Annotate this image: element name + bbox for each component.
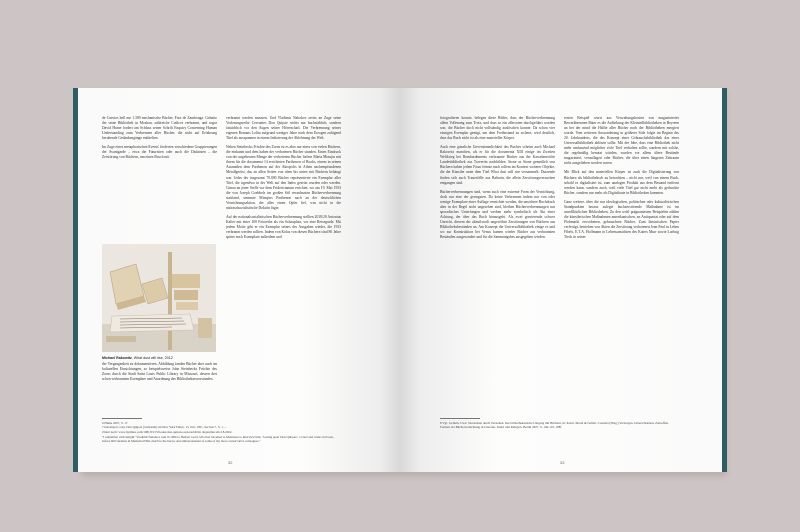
paragraph: de Cuestos hell me 1.300 mechanische Bücher, Fass de Zambonga. Gehatto der seine Bibliothek in Moskau, zahlreiche Codices verbrannt, und sogar David Hume fordert am Schluss seiner Schrift Enquiry Concerning Human Understanding zum Verbrennen aller Bücher, die nicht auf Erfahrung beruhende Gedankengänge enthielten.	[102, 116, 217, 141]
stone-books-illustration	[102, 244, 216, 352]
book-edge-right	[722, 88, 727, 472]
right-footnotes	[440, 418, 678, 430]
page-number: 32	[228, 460, 233, 465]
right-column-1	[440, 116, 555, 414]
paragraph: ersten Beispiel wurst aus Verwaltungskosten von magaziniertes Bewerkbrennen Bäter es die Aufhebung der Kleinteilbibliotheken in Beyreen an bei der mind die Hälfte aller Bücher nach der Bibliotheken mergiert wurde. Vom weiteren Aussonderung in größerer Stile folgte im Beginn des 20. Jahrhunderts, die des Konzept einer Gebrauchsbibliothek das einer Universalbibliothek ablösen sollte. Mit der Idee, dass eine Bibliothek nicht mehr umfassend möglicher vicle Titel verhalten sollte, sondern mit solche, die regelmäßig benutzt würden, wurden vor allem ältere Bestände magaziniert, verauflagert oder Bücher, die über einen längeren Zeitraum nicht ausgeliehen worden waren.	[564, 116, 679, 166]
left-column-1-lower	[102, 362, 217, 414]
right-column-2	[564, 116, 679, 414]
caption-title: What dust will rise, 2012	[133, 356, 173, 360]
page-number: 33	[560, 460, 565, 465]
paragraph: Neben Steinbecks Früchte des Zorns ist es aber nur eines von vielen Büchern, die einkannt und dem haben der verbotenen Bücher standen. Einen Eindruck von der ungeheuren Menge der verbotenen Bücher liefern Marta Minujin mit ihrem für die documenta 14 errichteten Parthenon of Books, einem in seinen Ausmaßen dem Parthenon auf der Akropolis in Athen nachempfundenen Metallgerüst, das an allen Seiten von oben bis unten mit Büchern behängt war. Jedes der insgesamt 70.000 Bücher repräsentierte ein Exemplar aller Titel, die irgendwo in der Welt auf den Index gesetzt wurden oder werden. Genau an jener Stelle vor dem Fridericianum errichtet, wo am 19. Mai 1933 die von Joseph Goebbels im großen Stil veranlassten Bücherverbrennung stattfand, stemmte Minujins Parthenon nach an der deutschlichen Vernichtungsaktion, der alles einen Opfer fiel, was nicht in die nationalsozialistische Doktrin fügte.	[226, 145, 341, 210]
paragraph: Ganz weitere, über die nur ideologischen, politischen oder kulturalistischen Standpunkten heraus zulegte buchzerstörende Maßnahme ist im unvollkürlichen Bibliotheken. Zu den wohl prägnantesten Beispielen zählen die künstlerischen Maßnahmen amerikanischen, an Antiquariat oder auf dem Flohmarkt erworbenen, gebrauchten Bücher. Zum literarischen Papier verfertigt, betrieben von Akten die Zerstörung verbotenen Jean Paul in Leben Fibels, E.T.A. Hoffmann in Lebensansichten des Katers Murr sowie Ludwig Tieck in seiner	[564, 199, 679, 240]
left-column-2	[226, 116, 341, 414]
paragraph: verbrannt werden mussten. Und Vladimir Nabokov zeriss an Zuge seine Vorlesungsreihe Cervantes Don Quijote nichts nur buchstäblich, sondern tatsächlich vor den Augen seiner Hörerschaft. Die Verbrennung seines eigenen Romans Lolita aufgrund weniger Jahre nach dem Erzogen zufügend Titel als ausspannen in einem Indizierung der Ablehnung der Welt.	[226, 116, 341, 141]
left-footnotes	[102, 418, 340, 444]
right-page	[400, 88, 722, 472]
footnote: Zitiert nach: www.nytimes.com/1981/03/15/books/don-quixote-restored.html, abgerufen am 2.8.2022.	[102, 430, 233, 435]
paragraph: fotografieren konnte, belegen diese Bilder, dass der Bücherverbrennung allein Vollenung zum Trotz, und dass so ein allerorten durchgeführt worden war, die Bücher doch nicht vollständig auslöschen konnte. Da schon vier einzigen Exemplar genügt, um dem Fortbestand zu sichern, wird deutlich, dass das Buch nicht ist als eine materieller Körper.	[440, 116, 555, 141]
caption-artist: Michael Rakowitz	[102, 356, 132, 360]
paragraph: Mit Blick auf den materiellen Körper ist auch die Digitalisierung von Büchern als bibliotheksch zu betrachten – nicht nur, weil von einem Buch, sobald es digitalisiert ist, zum analogen Produkt aus dem Bestand entfernt werden kann, sondern auch, weil viele Titel gar nicht mehr als gedruckte Bücher, sondern nur mehr als Digitalisate in Bibliotheken kommen.	[564, 170, 679, 195]
paragraph: Auch eine gänzliche Unverstimmlichkeit des Buches scheint auch Michael Rakowitz manchen, als er für die documenta XIII einige im Zweiten Weltkrieg bei Bombardements verbrannte Bücher aus der Kasselaneriche Landesbibliothek aus Travertin nachbilden. Stone as Stone gemeißelt von Büchern haben jedem Fasar feinste nach rollem im Kontext weiterer Objekte, die der Künstler unter dem Titel What dust will rise versammelt. Dutzende finden sich auch Trauerfälle aus Bahrain, die allein Zerstörungsversuchen entgangen sind.	[440, 145, 555, 185]
footnote: 8 Vgl. Jochum, Uwe: Verzeichen durch Verstehen. Der bibliothekarische Umgang mit Büchern, in: Kurtz, Moral & Gellett, Cornelia (Hrsg.) Verborgen, Unterschrieben, Zensoffen. Formen der Büchervernichtung in Literatur, Kunst und Religion. Berlin 2007, S. 104-119, 108f.	[440, 420, 669, 429]
paragraph: Im Zuge eines metaphorischen Events' förderten verschiedene Gruppierungen der Avantgarde – etwa die Futuristen oder auch die Dadaisten – die Zerstörung von Büchern, um einen Bruch mit	[102, 145, 217, 160]
left-column-1	[102, 116, 217, 240]
footnote: 6 Hume 2007, S. 17.	[102, 420, 129, 425]
left-page	[78, 88, 400, 472]
footnote-rule	[102, 418, 142, 419]
paragraph: der Vergangenheit zu dokumentieren. Abbildung fanden Bücher aber auch im kulturellen Einsichtungen, so beispielsweise John Steinbecks Früchte des Zorns durch die Stadt Saint Louis Public Library in Missouri, dessen drei schon verbrannten Exemplare und Anordnung des Bibliothekarsvorstandes.	[102, 362, 217, 382]
artwork-photo	[102, 244, 216, 352]
paragraph: Auf der nationalsozialistischen Bücherverbrennung stellten 2018/20 Antonius Kalter mit einer 100 Fotoreihe als ein Schauplatz, vor eine Reiseguide. Mit jedem Motiv gibt er ein Exemplar seines des Ausgaben wieder, die 1933 verbrannt werden sollten. Indem von Kolas von diesen Büchern sind 80 Jahre später noch Exemplare außerdem und	[226, 214, 341, 240]
paragraph: Bücherverbrennungen sind, wenn auch eine extreme Form der Vernichtung, doch nur eine der geringsten. Da keine Verbrennen indem nur von oder wenige Exemplare einer Auflage vernichtet werden, die unsichere Buchdruck aber in der Regel nicht ungesehen sind, bleiben Bücherverbrennungen nur sporadisches Unterfangen und werben mehr symbolisch als Akt einer Achtung, der über das Buch hinausgeht. Als zwei gravierende schwer Unrecht, diesem der alteuftworlt ungewöhnt Zerstörungen von Büchern aus Bibliotheksbeständen an. Am Konzept die Universalbibliothek einige es und wo zur Konstruktion bei Venus kamen wieder Bücher aus verbrannten Beständen ausgesondert und für die Sammungsbes ausgegeben werden.	[440, 189, 555, 240]
footnote: "I remember with delight" Vladimir Nabokov said in 1966 to Herbert Gold, who had travelled to Montreux to interview him, "tearing apart Don Quixote', a cruel and crude old book, before 600 students in Memorial Hall, much to the horror and embarrassment of some of my more conservative colleagues."	[102, 435, 334, 444]
open-book	[78, 88, 722, 472]
footnote: 7 Davenport, Guy. Don Quijote (verbrannt) im New York Times, 15. Juli, 1951, Section 7, S. 1. ...	[102, 425, 227, 430]
footnote-rule	[440, 418, 480, 419]
photo-caption: Michael Rakowitz, What dust will rise, 2012	[102, 356, 173, 360]
